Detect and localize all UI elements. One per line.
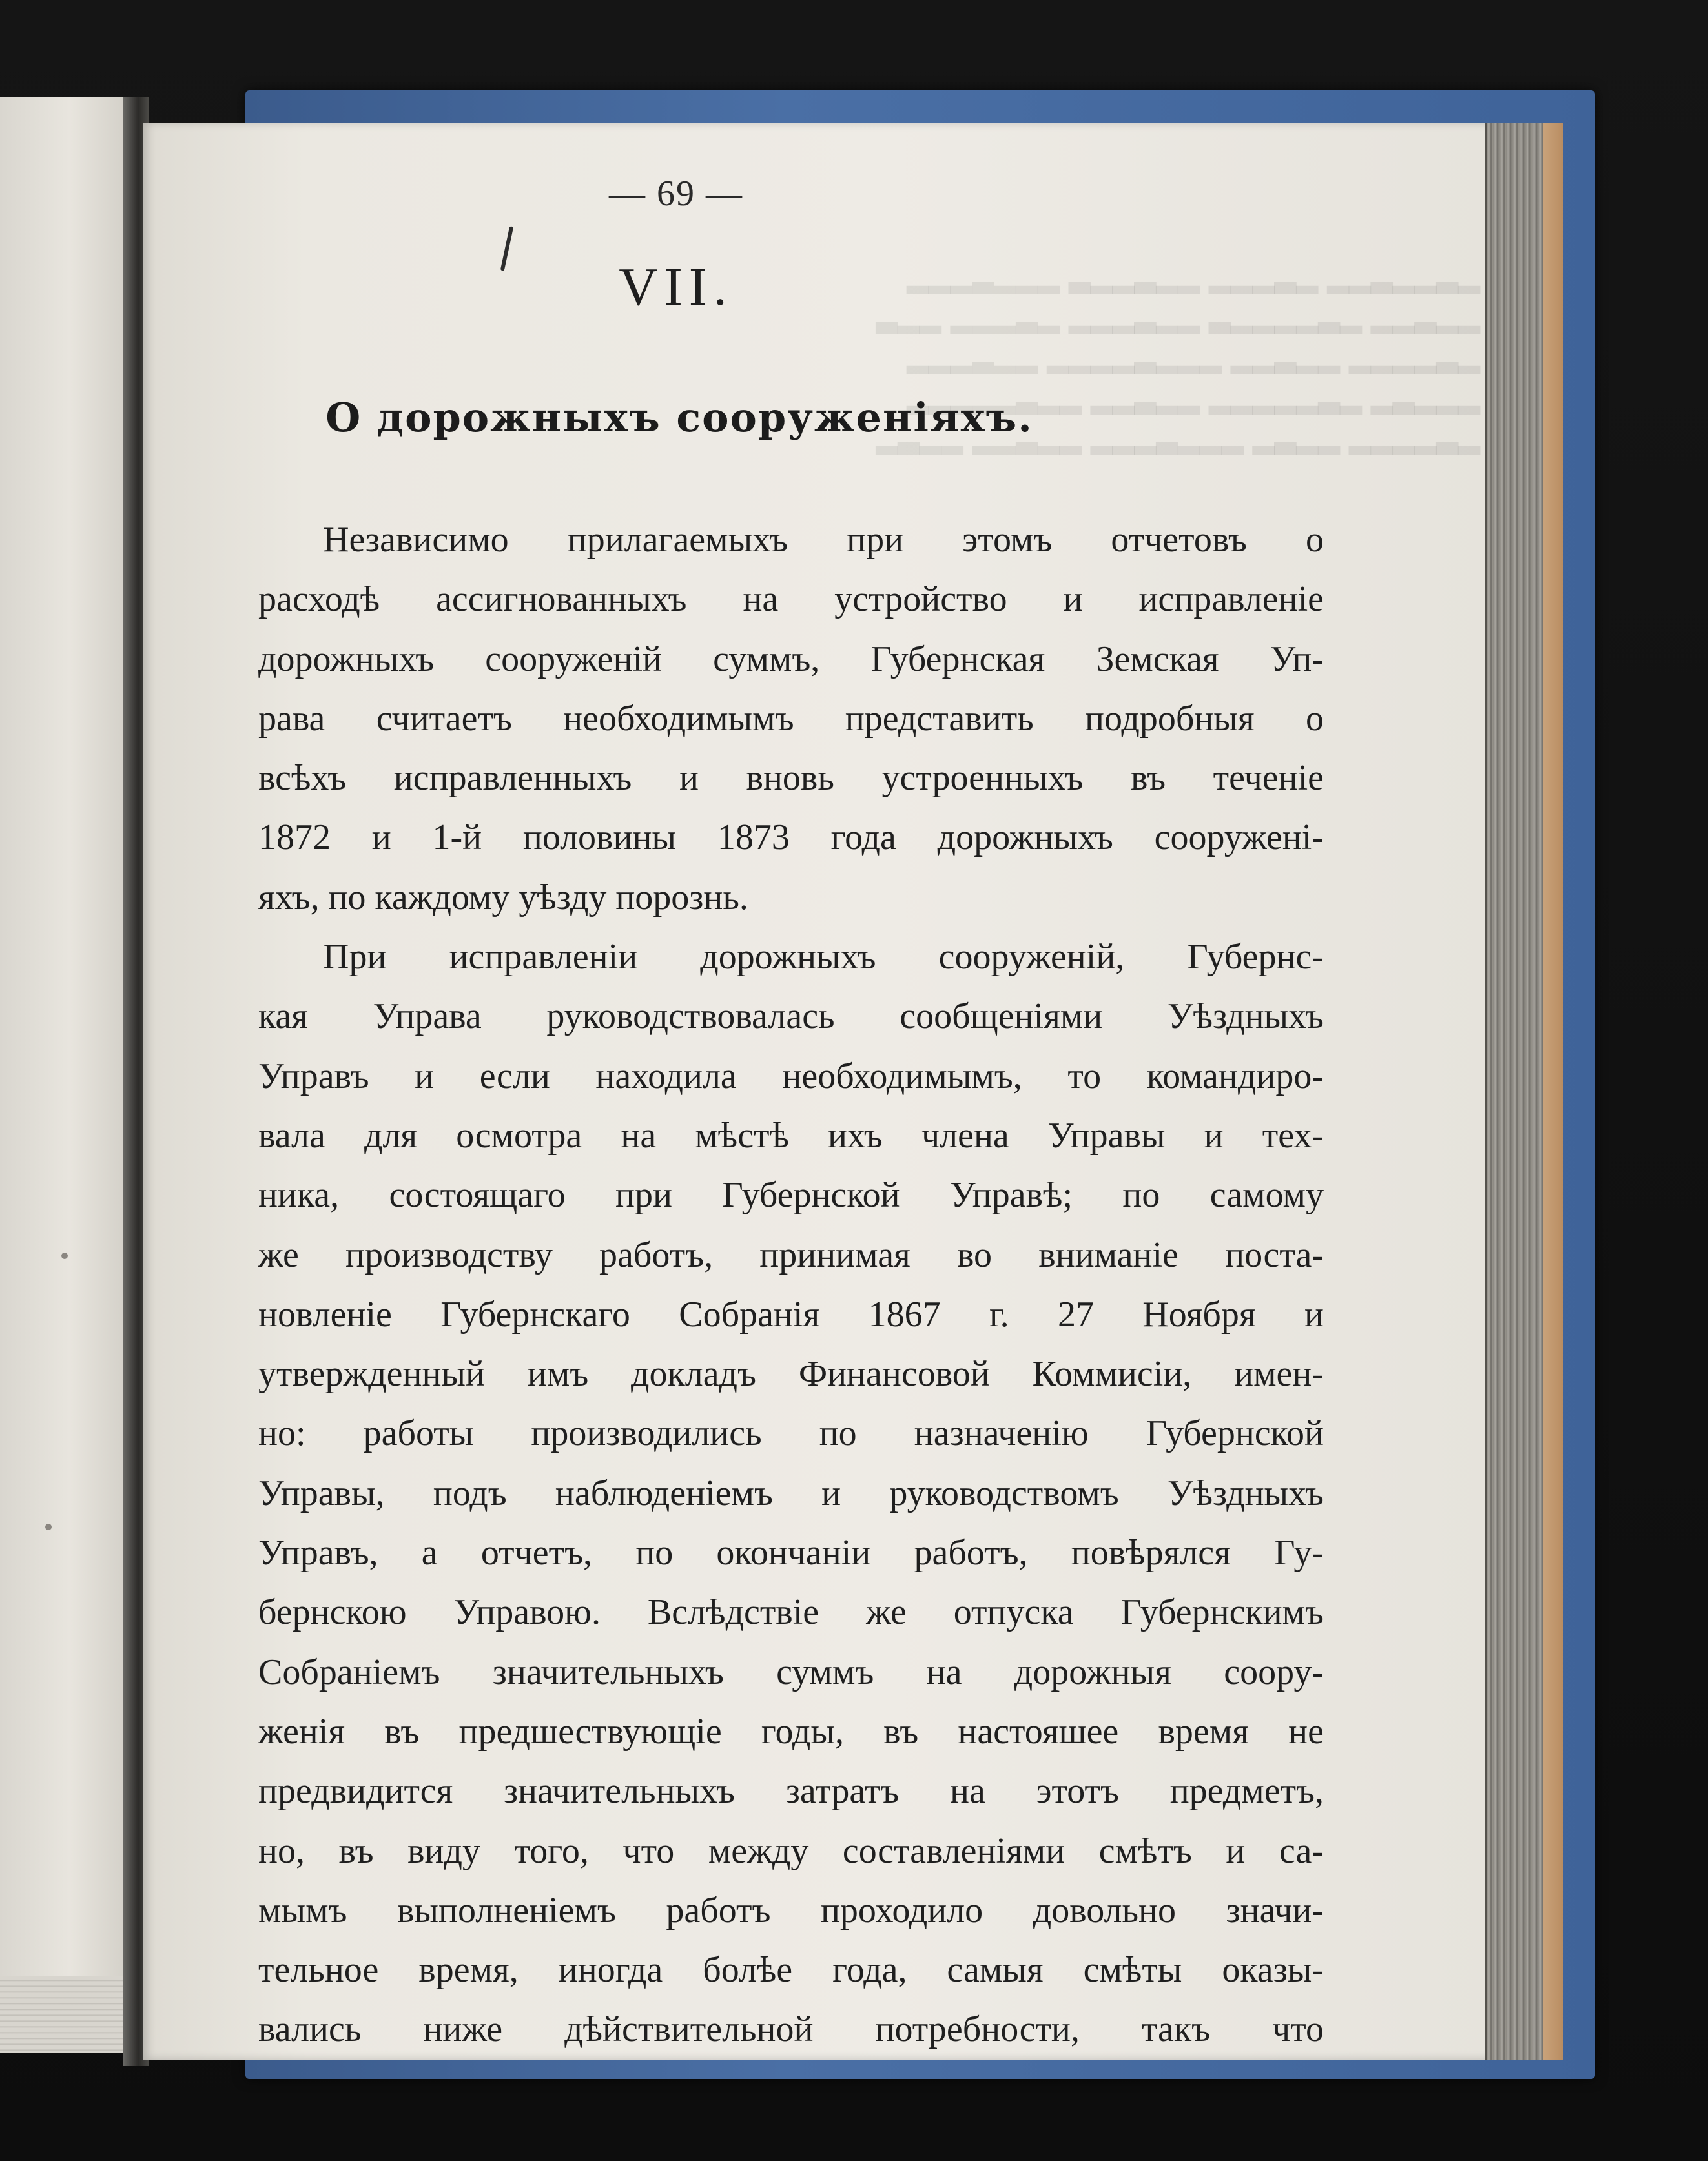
chapter-number: VII. bbox=[619, 257, 734, 317]
text-line: дорожныхъ сооруженій суммъ, Губернская Земская Уп- bbox=[258, 639, 1324, 679]
text-line: же производству работъ, принимая во вниманіе поста- bbox=[258, 1234, 1324, 1275]
text-line: 1872 и 1-й половины 1873 года дорожныхъ сооружені- bbox=[258, 817, 1324, 858]
text-line: ника, состоящаго при Губернской Управѣ; по самому bbox=[258, 1175, 1324, 1216]
text-line: тельное время, иногда болѣе года, самыя смѣты оказы- bbox=[258, 1950, 1324, 1991]
paper-speck bbox=[45, 1524, 52, 1530]
paper-speck bbox=[61, 1253, 68, 1259]
text-line: Управы, подъ наблюденіемъ и руководствомъ Уѣздныхъ bbox=[258, 1473, 1324, 1513]
text-line: предвидится значительныхъ затратъ на этотъ предметъ, bbox=[258, 1771, 1324, 1812]
text-line: всѣхъ исправленныхъ и вновь устроенныхъ въ теченіе bbox=[258, 758, 1324, 799]
text-line: Управъ, а отчетъ, по окончаніи работъ, повѣрялся Гу- bbox=[258, 1533, 1324, 1573]
text-line: бернскою Управою. Вслѣдствіе же отпуска Губернскимъ bbox=[258, 1592, 1324, 1633]
text-line: Управъ и если находила необходимымъ, то командиро- bbox=[258, 1056, 1324, 1096]
text-line: Собраніемъ значительныхъ суммъ на дорожныя соору- bbox=[258, 1652, 1324, 1692]
text-line: кая Управа руководствовалась сообщеніями Уѣздныхъ bbox=[258, 996, 1324, 1037]
text-line: женія въ предшествующіе годы, въ настояшее время не bbox=[258, 1711, 1324, 1752]
page-number: — 69 — bbox=[609, 174, 743, 214]
body-text bbox=[258, 510, 1324, 2060]
text-line: рава считаетъ необходимымъ представить подробныя о bbox=[258, 698, 1324, 739]
text-line: но, въ виду того, что между составленіями смѣтъ и са- bbox=[258, 1830, 1324, 1871]
cover-edge bbox=[1543, 123, 1563, 2060]
text-line: расходѣ ассигнованныхъ на устройство и исправленіе bbox=[258, 579, 1324, 620]
text-line: вала для осмотра на мѣстѣ ихъ члена Управы и тех- bbox=[258, 1115, 1324, 1156]
text-line: вались ниже дѣйствительной потребности, такъ что bbox=[258, 2009, 1324, 2050]
page-block-edge bbox=[1485, 123, 1545, 2060]
text-line: новленіе Губернскаго Собранія 1867 г. 27 Ноября и bbox=[258, 1294, 1324, 1335]
section-title: О дорожныхъ сооруженіяхъ. bbox=[325, 394, 1033, 441]
text-line: но: работы производились по назначенію Губернской bbox=[258, 1413, 1324, 1454]
text-line: яхъ, по каждому уѣзду порознь. bbox=[258, 877, 748, 917]
text-line: мымъ выполненіемъ работъ проходило довольно значи- bbox=[258, 1890, 1324, 1931]
previous-page-edge bbox=[0, 97, 141, 2053]
text-line: При исправленіи дорожныхъ сооруженій, Губернс- bbox=[323, 937, 1324, 978]
book-page bbox=[143, 123, 1493, 2060]
page-stack bbox=[0, 1976, 139, 2053]
text-line: Независимо прилагаемыхъ при этомъ отчетовъ о bbox=[323, 520, 1324, 560]
text-line: утвержденный имъ докладъ Финансовой Коммисіи, имен- bbox=[258, 1354, 1324, 1395]
bleed-through-texture: ▂▃▂▂▃▂▂ ▂▃▂▂▂ ▂▂▃▂▂▃ ▂▂▂▃▂▂▂ ▂▂▃▂▂ ▂▃▂▂▂▂▃ ▂▂▃▂▂▂ ▂▃▂▂▂ ▂▂▃ ▂▃▂▂▂▂ ▂▂▃▂▂ ▂▂▂▃▂▂▂▂ ▂▂▃▂▂▂ ▂▂▂▃▂ ▂▃▂▂▂▂▂ ▂▂▃▂▂ ▂▂▃▂▂▂▂▂ ▂▃▂▂▂▂ ▂▂▃▂ ▂▂▂▃▂▂▂ ▂▂▃▂▂ ▂▂▃▂ bbox=[876, 261, 1480, 455]
